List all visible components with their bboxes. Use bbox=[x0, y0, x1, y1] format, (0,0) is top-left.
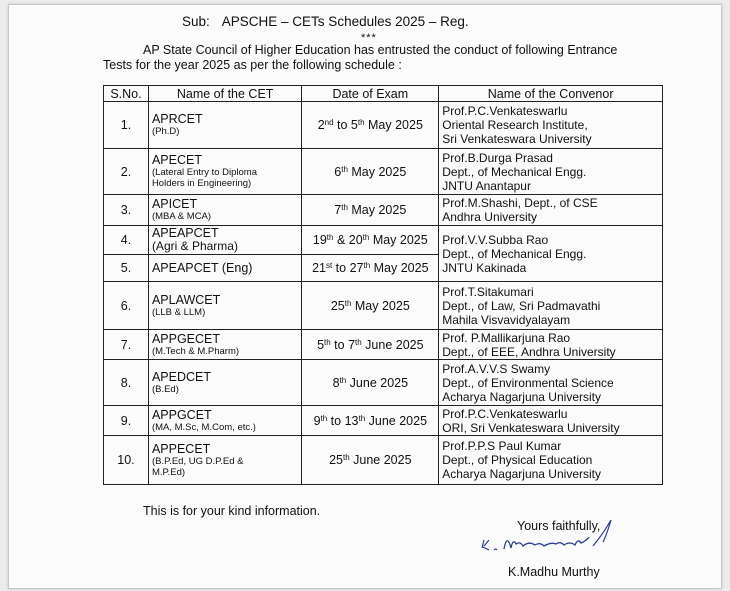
row-cet-cell bbox=[148, 406, 301, 436]
date-part: May 2025 bbox=[364, 118, 423, 132]
row-cet-cell bbox=[148, 255, 301, 282]
convenor-line: Mahila Visvavidyalayam bbox=[442, 312, 571, 327]
date-ordinal-suffix: th bbox=[363, 261, 371, 270]
cet-course-note: M.P.Ed) bbox=[151, 466, 186, 478]
date-part: May 2025 bbox=[351, 298, 410, 313]
row-cet-cell bbox=[148, 149, 301, 195]
row-convenor bbox=[439, 226, 663, 282]
date-part: 25 bbox=[330, 298, 345, 313]
date-ordinal-suffix: th bbox=[320, 413, 328, 423]
convenor-line: Oriental Research Institute, bbox=[442, 118, 588, 132]
row-exam-date bbox=[302, 102, 439, 149]
table-row bbox=[104, 149, 663, 195]
signature-image bbox=[478, 516, 628, 566]
date-part: 20 bbox=[348, 233, 363, 247]
date-part: 6 bbox=[334, 164, 342, 179]
convenor-line: Andhra University bbox=[442, 210, 537, 224]
convenor-line: Prof.V.V.Subba Rao bbox=[442, 232, 549, 247]
intro-line-2: Tests for the year 2025 as per the following schedule : bbox=[103, 58, 402, 72]
table-row bbox=[104, 195, 663, 226]
cet-course-note: (M.Tech & M.Pharm) bbox=[151, 345, 240, 357]
date-ordinal-suffix: th bbox=[324, 337, 331, 347]
subject-label: Sub: bbox=[182, 14, 210, 29]
date-part: June 2025 bbox=[349, 453, 412, 467]
subject-text: APSCHE – CETs Schedules 2025 – Reg. bbox=[221, 14, 469, 29]
row-convenor bbox=[439, 406, 663, 436]
convenor-line: Prof.M.Shashi, Dept., of CSE bbox=[442, 196, 598, 210]
row-convenor bbox=[439, 102, 663, 149]
header-date: Date of Exam bbox=[302, 86, 439, 102]
header-sno: S.No. bbox=[104, 86, 149, 102]
table-row bbox=[104, 330, 663, 360]
cet-name: APRCET bbox=[151, 112, 203, 126]
date-ordinal-suffix: th bbox=[344, 298, 352, 308]
row-exam-date bbox=[302, 330, 439, 360]
convenor-line: Prof.T.Sitakumari bbox=[442, 284, 534, 299]
cet-course-note: (B.P.Ed, UG D.P.Ed & bbox=[151, 455, 244, 467]
cet-name: APEAPCET bbox=[151, 226, 219, 240]
row-cet-cell bbox=[148, 360, 301, 406]
row-exam-date bbox=[302, 436, 439, 485]
date-ordinal-suffix: th bbox=[342, 453, 350, 462]
cet-name: APPGCET bbox=[151, 407, 212, 422]
date-ordinal-suffix: nd bbox=[324, 118, 334, 127]
table-header-row bbox=[104, 86, 663, 102]
separator-stars: *** bbox=[361, 32, 377, 44]
convenor-line: Prof.A.V.V.S Swamy bbox=[442, 361, 551, 376]
row-convenor bbox=[439, 282, 663, 330]
date-ordinal-suffix: th bbox=[341, 164, 348, 174]
signer-name: K.Madhu Murthy bbox=[508, 565, 600, 579]
row-exam-date bbox=[302, 226, 439, 255]
row-cet-cell bbox=[148, 436, 301, 485]
date-part: May 2025 bbox=[347, 203, 407, 217]
convenor-line: Prof.P.C.Venkateswarlu bbox=[442, 406, 568, 421]
convenor-line: Prof. P.Mallikarjuna Rao bbox=[442, 330, 571, 345]
convenor-line: Dept., of EEE, Andhra University bbox=[442, 344, 616, 359]
date-part: June 2025 bbox=[361, 337, 424, 352]
cet-name: APPGECET bbox=[151, 331, 221, 346]
convenor-line: Dept., of Environmental Science bbox=[442, 375, 614, 390]
convenor-line: Prof.B.Durga Prasad bbox=[442, 150, 553, 165]
cet-name: APICET bbox=[151, 197, 198, 211]
date-part: 2 bbox=[317, 118, 325, 132]
date-part: 21 bbox=[312, 261, 326, 275]
date-ordinal-suffix: st bbox=[325, 261, 333, 270]
table-row bbox=[104, 360, 663, 406]
date-part: June 2025 bbox=[365, 413, 428, 428]
convenor-line: Prof.P.P.S Paul Kumar bbox=[442, 439, 562, 453]
header-convenor: Name of the Convenor bbox=[439, 86, 663, 102]
row-exam-date bbox=[302, 195, 439, 226]
closing-line: This is for your kind information. bbox=[143, 504, 321, 518]
row-exam-date bbox=[302, 255, 439, 282]
convenor-line: Dept., of Mechanical Engg. bbox=[442, 246, 587, 261]
row-convenor bbox=[439, 149, 663, 195]
table-row bbox=[104, 436, 663, 485]
subject-line bbox=[182, 14, 469, 29]
table-row bbox=[104, 226, 663, 255]
row-sno: 5. bbox=[104, 255, 149, 282]
convenor-line: Dept., of Physical Education bbox=[442, 453, 593, 467]
convenor-line: ORI, Sri Venkateswara University bbox=[442, 420, 620, 435]
date-part: & bbox=[333, 233, 349, 247]
row-exam-date bbox=[302, 282, 439, 330]
date-ordinal-suffix: th bbox=[339, 375, 347, 385]
date-part: May 2025 bbox=[347, 164, 407, 179]
row-exam-date bbox=[302, 360, 439, 406]
date-part: 9 bbox=[313, 413, 321, 428]
row-cet-cell bbox=[148, 330, 301, 360]
cet-name: APLAWCET bbox=[151, 292, 221, 307]
row-sno: 3. bbox=[104, 195, 149, 226]
intro-line-1: AP State Council of Higher Education has entrusted the conduct of following Entrance bbox=[143, 43, 618, 57]
date-part: to bbox=[332, 261, 350, 275]
date-part: to bbox=[333, 118, 351, 132]
date-part: May 2025 bbox=[369, 233, 428, 247]
date-ordinal-suffix: th bbox=[362, 233, 370, 242]
date-part: 5 bbox=[317, 337, 325, 352]
table-row bbox=[104, 406, 663, 436]
row-exam-date bbox=[302, 406, 439, 436]
row-cet-cell bbox=[148, 195, 301, 226]
row-cet-cell bbox=[148, 102, 301, 149]
cet-course-note: Holders in Engineering) bbox=[151, 178, 252, 189]
date-part: 7 bbox=[334, 203, 342, 217]
row-convenor bbox=[439, 360, 663, 406]
row-sno: 2. bbox=[104, 149, 149, 195]
convenor-line: Sri Venkateswara University bbox=[442, 132, 592, 146]
convenor-line: JNTU Anantapur bbox=[442, 178, 531, 193]
convenor-line: Dept., of Mechanical Engg. bbox=[442, 164, 587, 179]
cet-course-note: (Lateral Entry to Diploma bbox=[151, 167, 258, 178]
row-sno: 1. bbox=[104, 102, 149, 149]
convenor-line: Acharya Nagarjuna University bbox=[442, 467, 601, 481]
date-ordinal-suffix: th bbox=[341, 203, 348, 212]
row-cet-cell bbox=[148, 282, 301, 330]
valediction: Yours faithfully, bbox=[517, 519, 601, 533]
row-sno: 4. bbox=[104, 226, 149, 255]
date-part: to bbox=[330, 337, 349, 352]
cet-course-note: (MA, M.Sc, M.Com, etc.) bbox=[151, 421, 256, 433]
row-convenor bbox=[439, 330, 663, 360]
header-cet-name: Name of the CET bbox=[148, 86, 301, 102]
date-part: June 2025 bbox=[346, 375, 409, 390]
cet-course-note: (B.Ed) bbox=[151, 383, 179, 395]
row-sno: 8. bbox=[104, 360, 149, 406]
row-sno: 10. bbox=[104, 436, 149, 485]
cet-name: APPECET bbox=[151, 441, 211, 456]
date-ordinal-suffix: th bbox=[358, 413, 366, 423]
row-sno: 6. bbox=[104, 282, 149, 330]
row-sno: 9. bbox=[104, 406, 149, 436]
table-row bbox=[104, 282, 663, 330]
row-convenor bbox=[439, 195, 663, 226]
date-part: to bbox=[327, 413, 345, 428]
date-part: 25 bbox=[329, 453, 343, 467]
date-part: 8 bbox=[332, 375, 340, 390]
row-sno: 7. bbox=[104, 330, 149, 360]
date-ordinal-suffix: th bbox=[355, 337, 362, 347]
date-part: 19 bbox=[312, 233, 327, 247]
cet-name: APEAPCET (Eng) bbox=[151, 260, 253, 275]
date-part: May 2025 bbox=[370, 261, 429, 275]
convenor-line: Acharya Nagarjuna University bbox=[442, 389, 601, 404]
table-row bbox=[104, 102, 663, 149]
row-exam-date bbox=[302, 149, 439, 195]
row-cet-cell bbox=[148, 226, 301, 255]
date-ordinal-suffix: th bbox=[357, 118, 365, 127]
cet-course-note: (LLB & LLM) bbox=[151, 306, 206, 318]
date-part: 13 bbox=[344, 413, 359, 428]
cet-name: APECET bbox=[151, 153, 202, 167]
date-part: 27 bbox=[349, 261, 364, 275]
convenor-line: Dept., of Law, Sri Padmavathi bbox=[442, 298, 601, 313]
cet-schedule-table bbox=[103, 85, 663, 485]
convenor-line: Prof.P.C.Venkateswarlu bbox=[442, 104, 568, 118]
convenor-line: JNTU Kakinada bbox=[442, 260, 527, 275]
row-convenor bbox=[439, 436, 663, 485]
intro-paragraph bbox=[103, 43, 623, 73]
cet-name: APEDCET bbox=[151, 369, 211, 384]
date-ordinal-suffix: th bbox=[326, 233, 334, 242]
date-part: 7 bbox=[348, 337, 356, 352]
cet-course-note: (Ph.D) bbox=[151, 126, 180, 137]
cet-course-note: (Agri & Pharma) bbox=[151, 239, 238, 253]
cet-course-note: (MBA & MCA) bbox=[151, 211, 212, 222]
date-part: 5 bbox=[350, 118, 358, 132]
